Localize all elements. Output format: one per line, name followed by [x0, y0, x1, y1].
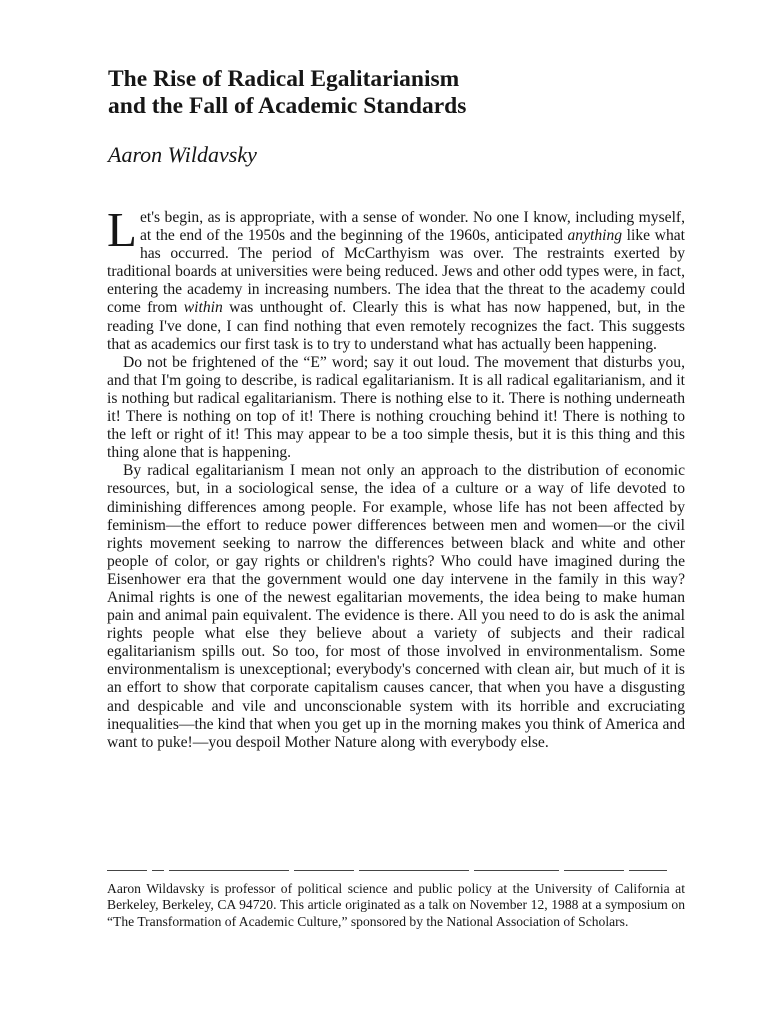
paragraph-1: [107, 202, 685, 354]
paragraph-1-emphasis-within: within: [183, 299, 223, 317]
article-title: [108, 66, 668, 120]
author-footnote: Aaron Wildavsky is professor of political science and public policy at the University of California at Berkeley, Berkeley, CA 94720. This article originated as a talk on November 12, 1988 at a symposium on “The Transformation of Academic Culture,” sponsored by the National Association of Scholars.: [107, 881, 685, 929]
paragraph-1-text-c: was unthought of. Clearly this is what has now happened, but, in the reading I've done, I can find nothing that even remotely recognizes the fact. This suggests that as academics our first task is to try to understand what has actually been happening.: [107, 299, 685, 353]
article-body: [107, 202, 685, 752]
paragraph-1-emphasis-anything: anything: [567, 227, 623, 245]
paragraph-2: Do not be frightened of the “E” word; say it out loud. The movement that disturbs you, and that I'm going to describe, is radical egalitarianism. It is all radical egalitarianism, and it is nothing but radical egalitarianism. There is nothing else to it. There is nothing underneath it! There is nothing on top of it! There is nothing crouching behind it! There is nothing to the left or right of it! This may appear to be a too simple thesis, but it is this thing and this thing alone that is happening.: [107, 353, 685, 462]
paragraph-1-text-a: et's begin, as is appropriate, with a sense of wonder. No one I know, including myself, at the end of the 1950s and the beginning of the 1960s, anticipated: [139, 209, 685, 245]
title-line-2: and the Fall of Academic Standards: [108, 93, 467, 119]
author-name: Aaron Wildavsky: [108, 142, 257, 167]
paragraph-1-text-b: like what has occurred. The period of McCarthyism was over. The restraints exerted by traditional boards at universities were being reduced. Jews and other odd types were, in fact, entering the academy in increasing numbers. The idea that the threat to the academy could come from: [107, 227, 685, 317]
paragraph-3: By radical egalitarianism I mean not only an approach to the distribution of economic resources, but, in a sociological sense, the idea of a culture or a way of life devoted to diminishing differences among people. For example, whose life has not been affected by feminism—the effort to reduce power differences between men and women—or the civil rights movement seeking to narrow the differences between black and white and other people of color, or gay rights or children's rights? Who could have imagined during the Eisenhower era that the government would one day intervene in the family in this way? Animal rights is one of the newest egalitarian movements, the idea being to make human pain and animal pain equivalent. The evidence is there. All you need to do is ask the animal rights people what else they believe about a variety of subjects and their radical egalitarianism spills out. So too, for most of those involved in environmentalism. Some environmentalism is unexceptional; everybody's concerned with clean air, but much of it is an effort to show that corporate capitalism causes cancer, that when you have a disgusting and despicable and vile and unconscionable system with its horrible and excruciating inequalities—the kind that when you get up in the morning makes you think of America and want to puke!—you despoil Mother Nature along with everybody else.: [107, 462, 685, 751]
title-line-1: The Rise of Radical Egalitarianism: [108, 66, 460, 92]
drop-cap: L: [107, 202, 137, 257]
footnote-divider: [107, 868, 685, 872]
